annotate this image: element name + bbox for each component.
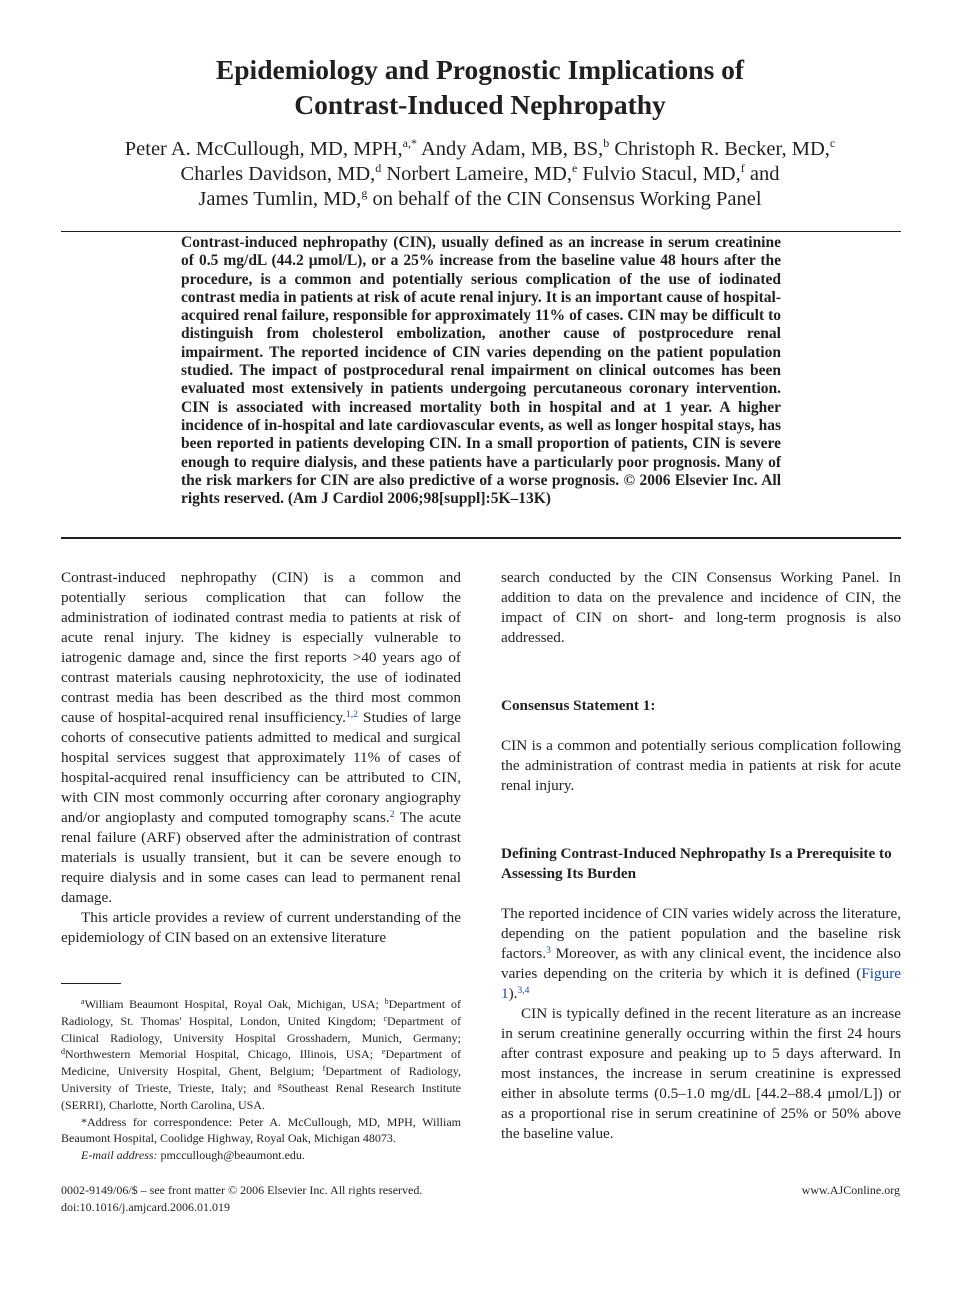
- citation-link[interactable]: 3: [546, 946, 551, 956]
- body-paragraph: CIN is typically defined in the recent literature as an increase in serum creatinine generally occurring within the first 24 hours after contrast exposure and peaking up to 5 days afterward. In most instances, the increase in serum creatinine is expressed either in absolute terms (0.5–1.0 mg/dL [44.2–88.4 μmol/L]) or as a proportional rise in serum creatinine of 25% or 50% above the baseline value.: [501, 1005, 901, 1142]
- body-text: Moreover, as with any clinical event, the incidence also varies depending on the criteria by which it is defined (: [501, 945, 901, 982]
- abstract-bottom-rule: [61, 537, 901, 539]
- copyright-footer: [61, 1182, 422, 1216]
- affiliation-text: Northwestern Memorial Hospital, Chicago, Illinois, USA;: [65, 1047, 382, 1062]
- footnotes: [61, 996, 461, 1164]
- working-panel-credit: on behalf of the CIN Consensus Working Panel: [367, 188, 762, 210]
- affiliation-mark: c: [383, 1013, 388, 1023]
- affiliation-mark: e: [381, 1047, 386, 1057]
- right-column: [501, 568, 901, 1144]
- body-paragraph: search conducted by the CIN Consensus Working Panel. In addition to data on the prevalence and incidence of CIN, the impact of CIN on short- and long-term prognosis is also addressed.: [501, 569, 901, 646]
- author-line-3: [60, 187, 900, 212]
- figure-link[interactable]: Figure 1: [501, 965, 901, 1002]
- author-affiliation-mark: g: [361, 186, 368, 201]
- body-paragraph: This article provides a review of current understanding of the epidemiology of CIN based on an extensive literature: [61, 909, 461, 946]
- section-heading: Consensus Statement 1:: [501, 697, 656, 714]
- body-text: Studies of large cohorts of consecutive patients admitted to medical and surgical hospital services suggest that approximately 11% of cases of hospital-acquired renal insufficiency can be attributed to CIN, with CIN most commonly occurring after coronary angiography and/or angioplasty and computed tomography scans.: [61, 709, 461, 826]
- article-title: [80, 52, 880, 122]
- author-affiliation-mark: b: [603, 136, 610, 151]
- affiliation-mark: b: [384, 997, 389, 1006]
- body-paragraph: [61, 568, 461, 908]
- author-name: Fulvio Stacul, MD,: [577, 163, 741, 185]
- affiliation-mark: g: [277, 1080, 282, 1090]
- title-line-2: Contrast-Induced Nephropathy: [294, 89, 666, 120]
- affiliation-text: Southeast Renal Research Institute (SERRI), Charlotte, North Carolina, USA.: [61, 1080, 461, 1112]
- author-name: Christoph R. Becker, MD,: [609, 138, 830, 160]
- affiliation-text: William Beaumont Hospital, Royal Oak, Michigan, USA;: [84, 997, 385, 1011]
- abstract-top-rule: [61, 231, 901, 232]
- citation-link[interactable]: 1,2: [345, 710, 358, 720]
- author-name: Andy Adam, MB, BS,: [416, 138, 604, 160]
- journal-url[interactable]: www.AJConline.org: [801, 1183, 900, 1197]
- author-name: Norbert Lameire, MD,: [381, 163, 572, 185]
- affiliation-text: Department of Radiology, St. Thomas' Hospital, London, United Kingdom;: [61, 997, 461, 1028]
- affiliation-mark: f: [322, 1064, 326, 1074]
- citation-link[interactable]: 2: [389, 810, 395, 820]
- author-list: [60, 137, 900, 212]
- section-heading: Defining Contrast-Induced Nephropathy Is a Prerequisite to Assessing Its Burden: [501, 845, 892, 882]
- title-line-1: Epidemiology and Prognostic Implications of: [215, 54, 745, 85]
- author-name: Peter A. McCullough, MD, MPH,: [124, 138, 403, 160]
- email-footnote: [61, 1147, 461, 1164]
- affiliation-mark: a: [81, 997, 85, 1006]
- body-text: The reported incidence of CIN varies widely across the literature, depending on the patient population and the baseline risk factors.: [501, 905, 901, 962]
- author-affiliation-mark: f: [740, 161, 745, 176]
- consensus-statement: CIN is a common and potentially serious complication following the administration of contrast media in patients at risk for acute renal injury.: [501, 737, 901, 794]
- author-affiliation-mark: c: [829, 136, 836, 151]
- author-line-1: [60, 137, 900, 162]
- affiliation-text: Department of Clinical Radiology, University Hospital Grosshadern, Munich, Germany;: [61, 1013, 461, 1045]
- left-column: [61, 568, 461, 948]
- author-line-2: [60, 162, 900, 187]
- body-text: Contrast-induced nephropathy (CIN) is a common and potentially serious complication that can follow the administration of iodinated contrast media to patients at risk of acute renal injury. The kidney is especially vulnerable to iatrogenic damage and, since the first reports >40 years ago of contrast materials causing nephrotoxicity, the use of iodinated contrast media has been described as the third most common cause of hospital-acquired renal insufficiency.: [61, 569, 461, 726]
- affiliation-text: Department of Radiology, University of Trieste, Trieste, Italy; and: [61, 1064, 461, 1095]
- footnote-rule: [61, 983, 121, 984]
- affiliation-mark: d: [61, 1047, 65, 1057]
- body-text: The acute renal failure (ARF) observed after the administration of contrast materials is usually transient, but it can be severe enough to require dialysis and in some cases can lead to permanent renal damage.: [61, 809, 461, 906]
- body-text: ).: [508, 985, 518, 1002]
- body-paragraph: [501, 904, 901, 1004]
- author-name: James Tumlin, MD,: [198, 188, 362, 210]
- citation-link[interactable]: 3,4: [517, 986, 530, 996]
- author-affiliation-mark: e: [571, 161, 578, 176]
- copyright-line: 0002-9149/06/$ – see front matter © 2006 Elsevier Inc. All rights reserved.: [61, 1183, 423, 1197]
- affiliation-text: Department of Medicine, University Hospital, Ghent, Belgium;: [61, 1047, 462, 1079]
- author-name: Charles Davidson, MD,: [180, 163, 376, 185]
- doi-line: doi:10.1016/j.amjcard.2006.01.019: [61, 1200, 230, 1214]
- author-affiliation-mark: d: [375, 161, 382, 176]
- author-conjunction: and: [744, 163, 780, 185]
- affiliations-footnote: [61, 996, 461, 1114]
- email-address[interactable]: pmccullough@beaumont.edu.: [157, 1148, 305, 1163]
- author-affiliation-mark: a,*: [402, 136, 417, 151]
- correspondence-footnote: *Address for correspondence: Peter A. McCullough, MD, MPH, William Beaumont Hospital, Coolidge Highway, Royal Oak, Michigan 48073.: [61, 1114, 461, 1146]
- email-label: E-mail address:: [81, 1148, 158, 1163]
- abstract: Contrast-induced nephropathy (CIN), usually defined as an increase in serum creatinine of 0.5 mg/dL (44.2 μmol/L), or a 25% increase from the baseline value 48 hours after the procedure, is a common and potentially serious complication of the use of iodinated contrast media in patients at risk of acute renal injury. It is an important cause of hospital-acquired renal failure, responsible for approximately 11% of cases. CIN may be difficult to distinguish from cholesterol embolization, another cause of postprocedure renal impairment. The reported incidence of CIN varies depending on the patient population studied. The impact of postprocedural renal impairment on clinical outcomes has been evaluated most extensively in patients undergoing percutaneous coronary intervention. CIN is associated with increased mortality both in hospital and at 1 year. A higher incidence of in-hospital and late cardiovascular events, as well as longer hospital stays, has been reported in patients developing CIN. In a small proportion of patients, CIN is severe enough to require dialysis, and these patients have a particularly poor prognosis. Many of the risk markers for CIN are also predictive of a worse prognosis. © 2006 Elsevier Inc. All rights reserved. (Am J Cardiol 2006;98[suppl]:5K–13K): [181, 234, 781, 508]
